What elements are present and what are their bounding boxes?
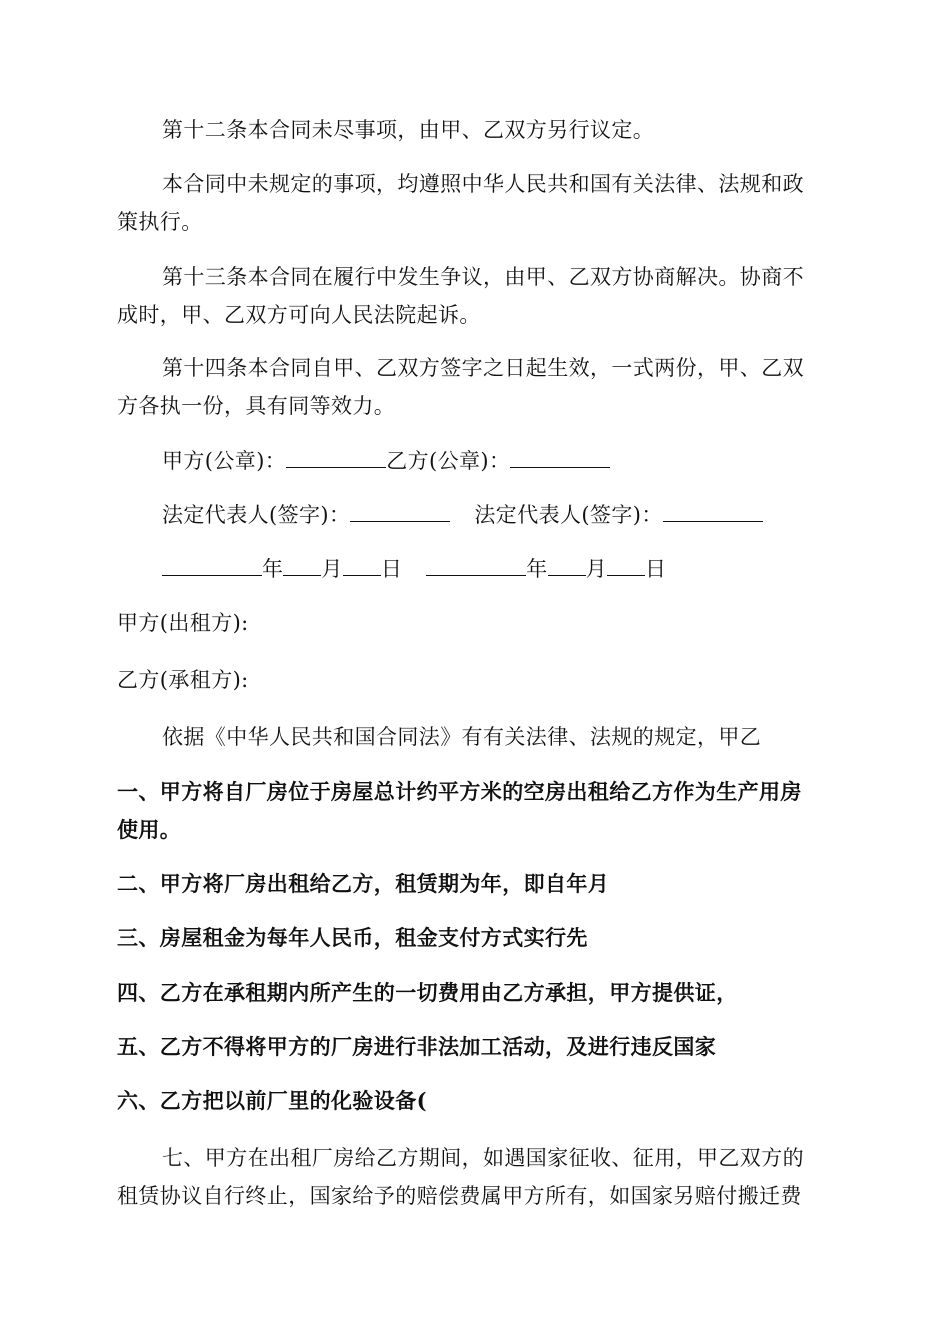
date-b-day-blank [607,555,645,576]
date-line [162,554,666,584]
date-a-day-blank [343,555,381,576]
party-a-seal-blank [286,447,386,468]
party-a-seal-label: 甲方(公章)： [162,449,287,473]
party-b-seal-label: 乙方(公章)： [386,449,511,473]
article-12: 第十二条本合同未尽事项，由甲、乙双方另行议定。 [162,118,655,142]
date-a-year-blank [162,555,262,576]
clause-6: 六、乙方把以前厂里的化验设备( [117,1088,427,1113]
clause-2: 二、甲方将厂房出租给乙方，租赁期为年，即自年月 [117,871,610,896]
clause-3: 三、房屋租金为每年人民币，租金支付方式实行先 [117,925,588,950]
unspecified-matters-line-1: 本合同中未规定的事项，均遵照中华人民共和国有关法律、法规和政 [162,172,804,196]
lessor-label: 甲方(出租方): [117,611,249,635]
date-b-year-blank [426,555,526,576]
representative-line [162,500,763,530]
clause-1-line-2: 使用。 [117,817,182,842]
seal-line [162,446,610,476]
rep-b-blank [663,501,763,522]
date-b-year: 年 [526,557,548,581]
clause-7-line-1: 七、甲方在出租厂房给乙方期间，如遇国家征收、征用，甲乙双方的 [162,1146,804,1170]
party-b-seal-blank [510,447,610,468]
date-b-day: 日 [645,557,667,581]
date-b-month-blank [548,555,586,576]
rep-b-label: 法定代表人(签字)： [474,503,663,527]
unspecified-matters-line-2: 策执行。 [117,210,203,234]
contract-intro: 依据《中华人民共和国合同法》有有关法律、法规的规定，甲乙 [162,725,762,749]
date-a-month: 月 [321,557,343,581]
date-a-day: 日 [380,557,403,581]
rep-a-blank [350,501,450,522]
article-14-line-2: 方各执一份，具有同等效力。 [117,394,396,418]
article-13-line-2: 成时，甲、乙双方可向人民法院起诉。 [117,303,481,327]
clause-1-line-1: 一、甲方将自厂房位于房屋总计约平方米的空房出租给乙方作为生产用房 [117,779,802,804]
lessee-label: 乙方(承租方): [117,668,249,692]
clause-5: 五、乙方不得将甲方的厂房进行非法加工活动，及进行违反国家 [117,1034,717,1059]
article-13-line-1: 第十三条本合同在履行中发生争议，由甲、乙双方协商解决。协商不 [162,265,804,289]
clause-7-line-2: 租赁协议自行终止，国家给予的赔偿费属甲方所有，如国家另赔付搬迁费 [117,1184,802,1208]
clause-4: 四、乙方在承租期内所产生的一切费用由乙方承担，甲方提供证， [117,980,738,1005]
date-a-year: 年 [262,557,284,581]
date-a-month-blank [283,555,321,576]
date-b-month: 月 [585,557,608,581]
rep-a-label: 法定代表人(签字)： [162,503,351,527]
article-14-line-1: 第十四条本合同自甲、乙双方签字之日起生效，一式两份，甲、乙双 [162,356,804,380]
